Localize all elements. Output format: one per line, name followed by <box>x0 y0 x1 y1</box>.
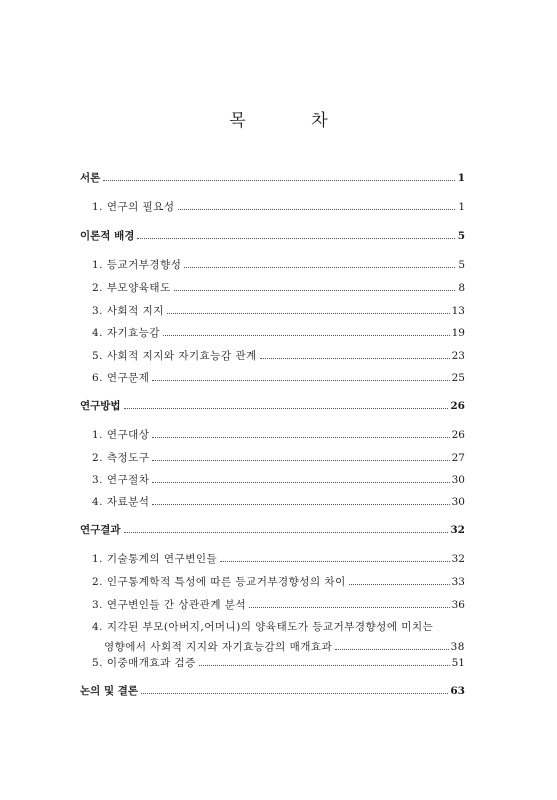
leader-dots <box>163 335 450 336</box>
toc-section-label: 2. 인구통계학적 특성에 따른 등교거부경향성의 차이 <box>92 576 346 588</box>
toc-section[interactable] <box>80 280 465 295</box>
toc-chapter-discussion[interactable] <box>80 683 465 698</box>
leader-dots <box>152 460 449 461</box>
toc-page-number: 5 <box>457 230 465 242</box>
toc-page-number: 26 <box>451 429 465 441</box>
toc-section-label: 1. 등교거부경향성 <box>92 259 182 271</box>
toc-section-label: 2. 측정도구 <box>92 452 150 464</box>
leader-dots <box>141 693 448 694</box>
toc-section-label-line2: 영향에서 사회적 지지와 자기효능감의 매개효과 <box>104 641 333 653</box>
leader-dots <box>349 584 450 585</box>
toc-section[interactable] <box>80 655 465 670</box>
toc-page-number: 26 <box>450 400 465 412</box>
leader-dots <box>174 290 455 291</box>
toc-section[interactable] <box>80 199 465 214</box>
toc-section-label: 4. 자기효능감 <box>92 327 161 339</box>
toc-section-label: 5. 사회적 지지와 자기효능감 관계 <box>92 350 257 362</box>
leader-dots <box>124 532 449 533</box>
toc-section-label: 5. 이중매개효과 검증 <box>92 657 196 669</box>
toc-section[interactable] <box>80 597 465 612</box>
leader-dots <box>152 504 449 505</box>
toc-section-label: 4. 자료분석 <box>92 496 150 508</box>
toc-chapter-label: 연구결과 <box>80 524 121 536</box>
leader-dots <box>137 238 455 239</box>
toc-page-number: 1 <box>457 172 465 184</box>
toc-section[interactable] <box>80 574 465 589</box>
leader-dots <box>152 380 449 381</box>
toc-page-number: 30 <box>451 496 465 508</box>
toc-section[interactable] <box>80 257 465 272</box>
toc-page-number: 38 <box>450 641 465 653</box>
toc-section-label: 6. 연구문제 <box>92 372 150 384</box>
toc-section[interactable] <box>80 450 465 465</box>
leader-dots <box>220 561 450 562</box>
toc-section[interactable] <box>80 427 465 442</box>
toc-page-number: 13 <box>451 305 465 317</box>
leader-dots <box>167 313 450 314</box>
leader-dots <box>249 607 450 608</box>
toc-section[interactable] <box>80 551 465 566</box>
toc-section[interactable] <box>80 325 465 340</box>
toc-page-number: 51 <box>451 657 465 669</box>
toc-page-number: 27 <box>451 452 465 464</box>
toc-section-label: 2. 부모양육태도 <box>92 282 171 294</box>
leader-dots <box>178 209 455 210</box>
page-title: 목 차 <box>229 111 358 131</box>
leader-dots <box>152 482 449 483</box>
toc-section[interactable] <box>80 348 465 363</box>
leader-dots <box>103 180 455 181</box>
leader-dots <box>260 358 450 359</box>
toc-chapter-intro[interactable] <box>80 170 465 185</box>
toc-page-number: 32 <box>451 553 465 565</box>
toc-page-number: 25 <box>451 372 465 384</box>
toc-section-label: 1. 연구대상 <box>92 429 150 441</box>
toc-chapter-label: 연구방법 <box>80 400 121 412</box>
toc-section-label: 3. 연구절차 <box>92 474 150 486</box>
toc-chapter-label: 논의 및 결론 <box>80 685 139 697</box>
toc-page-number: 63 <box>450 685 465 697</box>
toc-page-number: 19 <box>451 327 465 339</box>
toc-section[interactable] <box>80 303 465 318</box>
toc-section[interactable] <box>80 494 465 509</box>
leader-dots <box>152 437 449 438</box>
leader-dots <box>199 665 450 666</box>
toc-chapter-label: 서론 <box>80 172 101 184</box>
toc-chapter-background[interactable] <box>80 228 465 243</box>
leader-dots <box>184 267 455 268</box>
toc-page-number: 1 <box>458 201 465 213</box>
toc-page-number: 8 <box>458 282 465 294</box>
toc-section-continuation <box>92 639 465 654</box>
toc-page-number: 32 <box>450 524 465 536</box>
toc-chapter-results[interactable] <box>80 522 465 537</box>
toc-section-label: 4. 지각된 부모(아버지,어머니)의 양육태도가 등교거부경향성에 미치는 <box>92 621 434 633</box>
toc-section-label: 3. 사회적 지지 <box>92 305 164 317</box>
toc-page-number: 5 <box>458 259 465 271</box>
leader-dots <box>124 408 449 409</box>
toc-section[interactable] <box>80 472 465 487</box>
toc-section-label: 1. 기술통계의 연구변인들 <box>92 553 218 565</box>
toc-section-wrapped[interactable] <box>92 619 465 654</box>
toc-page-number: 30 <box>451 474 465 486</box>
toc-chapter-label: 이론적 배경 <box>80 230 135 242</box>
toc-page-number: 36 <box>451 599 465 611</box>
toc-page-number: 33 <box>451 576 465 588</box>
toc-section[interactable] <box>80 370 465 385</box>
toc-chapter-method[interactable] <box>80 398 465 413</box>
toc-section-label: 3. 연구변인들 간 상관관계 분석 <box>92 599 247 611</box>
leader-dots <box>335 649 448 650</box>
toc-section-label: 1. 연구의 필요성 <box>92 201 175 213</box>
toc-page-number: 23 <box>451 350 465 362</box>
